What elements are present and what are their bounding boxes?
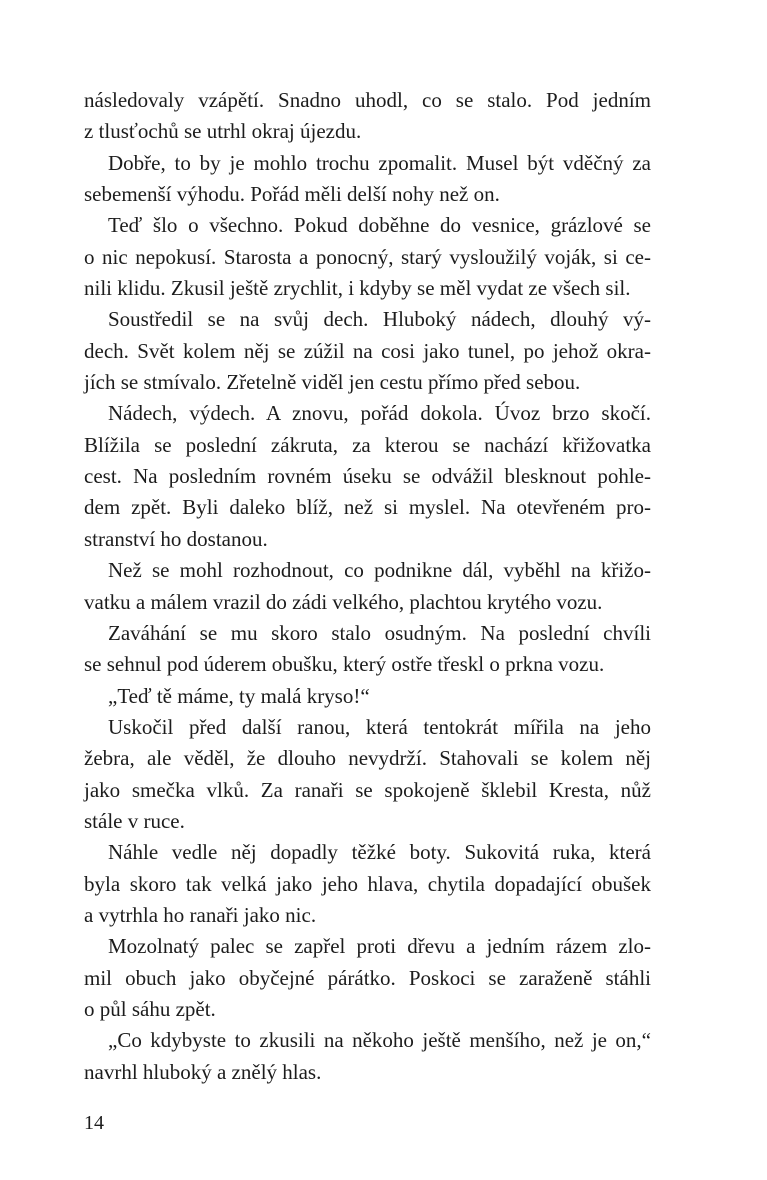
text-line: sebemenší výhodu. Pořád měli delší nohy než on. <box>84 182 500 207</box>
text-line: následovaly vzápětí. Snadno uhodl, co se stalo. Pod jedním <box>84 88 651 112</box>
text-line: Blížila se poslední zákruta, za kterou se nachází křižovatka <box>84 432 651 457</box>
text-line: Nádech, výdech. A znovu, pořád dokola. Úvoz brzo skočí. <box>108 401 651 426</box>
paragraph <box>84 555 651 618</box>
paragraph <box>84 210 651 304</box>
paragraph <box>84 148 651 211</box>
text-line: Teď šlo o všechno. Pokud doběhne do vesnice, grázlové se <box>108 213 651 238</box>
text-line: Náhle vedle něj dopadly těžké boty. Sukovitá ruka, která <box>108 840 651 865</box>
text-line: vatku a málem vrazil do zádi velkého, plachtou krytého vozu. <box>84 589 603 614</box>
text-line: a vytrhla ho ranaři jako nic. <box>84 902 317 927</box>
text-line: z tlusťochů se utrhl okraj újezdu. <box>84 119 362 144</box>
text-line: dech. Svět kolem něj se zúžil na cosi jako tunel, po jehož okra- <box>84 338 651 363</box>
text-line: dem zpět. Byli daleko blíž, než si myslel. Na otevřeném pro- <box>84 495 651 520</box>
text-line: jako smečka vlků. Za ranaři se spokojeně šklebil Kresta, nůž <box>84 777 651 802</box>
page-number: 14 <box>84 1112 104 1134</box>
paragraph <box>84 681 651 712</box>
text-block <box>84 85 651 1088</box>
text-line: stranství ho dostanou. <box>84 526 268 551</box>
text-line: se sehnul pod úderem obušku, který ostře třeskl o prkna vozu. <box>84 652 605 677</box>
paragraph <box>84 1025 651 1088</box>
text-line: jích se stmívalo. Zřetelně viděl jen cestu přímo před sebou. <box>84 370 581 395</box>
paragraph <box>84 931 651 1025</box>
text-line: nili klidu. Zkusil ještě zrychlit, i kdyby se měl vydat ze všech sil. <box>84 276 631 301</box>
text-line: navrhl hluboký a znělý hlas. <box>84 1059 322 1084</box>
text-line: byla skoro tak velká jako jeho hlava, chytila dopadající obušek <box>84 871 651 896</box>
text-line: mil obuch jako obyčejné párátko. Poskoci se zaraženě stáhli <box>84 965 651 990</box>
text-line: stále v ruce. <box>84 808 185 833</box>
text-line: „Teď tě máme, ty malá kryso!“ <box>108 683 370 708</box>
text-line: o nic nepokusí. Starosta a ponocný, starý vysloužilý voják, si ce- <box>84 244 651 269</box>
text-line: Uskočil před další ranou, která tentokrát mířila na jeho <box>108 714 651 739</box>
paragraph <box>84 618 651 681</box>
text-line: o půl sáhu zpět. <box>84 996 216 1021</box>
text-line: žebra, ale věděl, že dlouho nevydrží. Stahovali se kolem něj <box>84 746 651 771</box>
paragraph <box>84 85 651 148</box>
text-line: Soustředil se na svůj dech. Hluboký nádech, dlouhý vý- <box>108 307 651 332</box>
text-line: Než se mohl rozhodnout, co podnikne dál, vyběhl na křižo- <box>108 558 651 583</box>
text-line: Dobře, to by je mohlo trochu zpomalit. Musel být vděčný za <box>108 150 651 175</box>
text-line: „Co kdybyste to zkusili na někoho ještě menšího, než je on,“ <box>108 1028 651 1053</box>
paragraph <box>84 837 651 931</box>
paragraph <box>84 712 651 837</box>
paragraph <box>84 304 651 398</box>
text-line: Zaváhání se mu skoro stalo osudným. Na poslední chvíli <box>108 620 651 645</box>
paragraph <box>84 398 651 555</box>
text-line: Mozolnatý palec se zapřel proti dřevu a jedním rázem zlo- <box>108 934 651 959</box>
text-line: cest. Na posledním rovném úseku se odvážil blesknout pohle- <box>84 464 651 489</box>
